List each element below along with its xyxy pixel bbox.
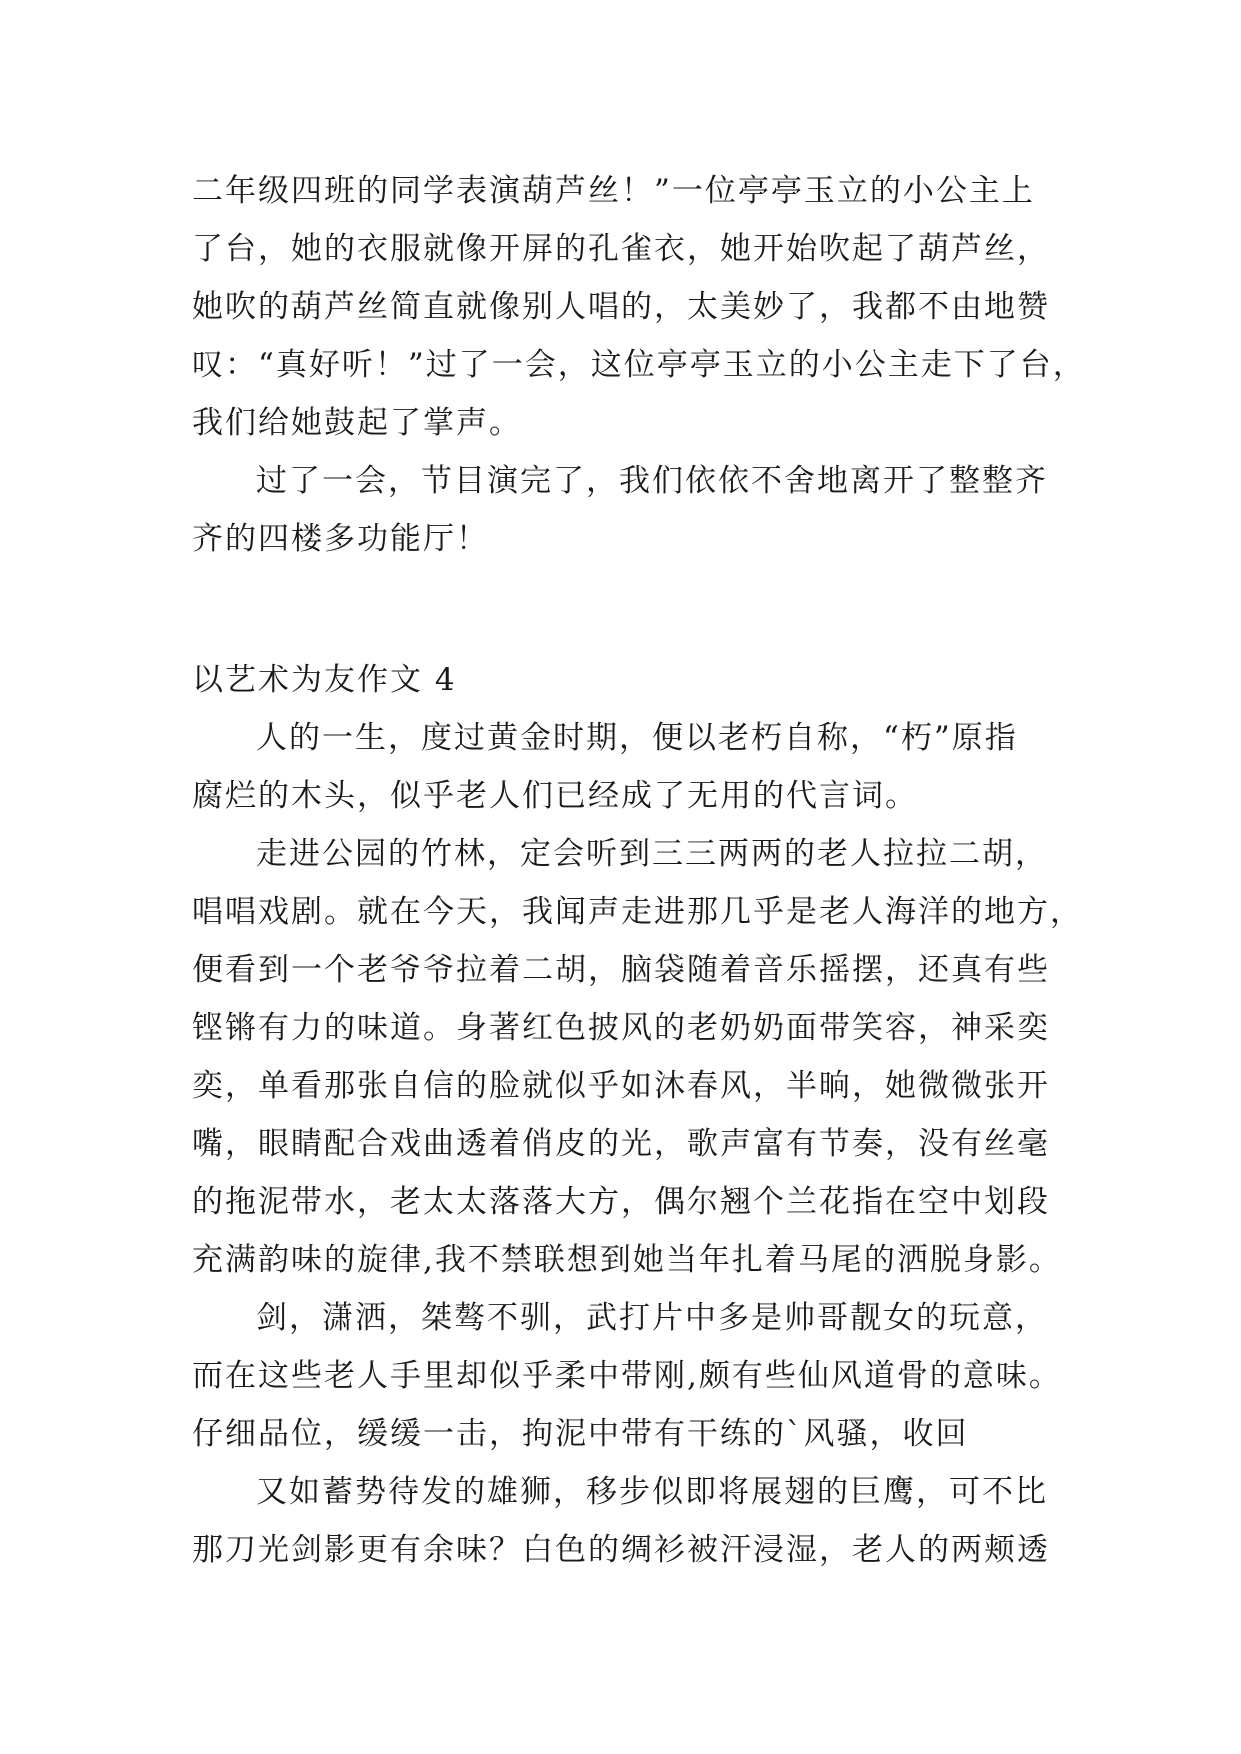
text-line: 过了一会，节目演完了，我们依依不舍地离开了整整齐 [256,463,1048,499]
text-line: 仔细品位，缓缓一击，拘泥中带有干练的`风骚，收回 [192,1416,969,1452]
text-line: 了台，她的衣服就像开屏的孔雀衣，她开始吹起了葫芦丝， [192,231,1050,267]
text-line: 走进公园的竹林，定会听到三三两两的老人拉拉二胡， [256,836,1048,872]
text-line: 她吹的葫芦丝简直就像别人唱的，太美妙了，我都不由地赞 [192,289,1050,325]
section-gap [192,568,1052,651]
text-line: 二年级四班的同学表演葫芦丝！”一位亭亭玉立的小公主上 [192,173,1035,209]
paragraph-lion [192,1463,1052,1579]
text-line: 的拖泥带水，老太太落落大方，偶尔翘个兰花指在空中划段 [192,1184,1050,1220]
text-line: 叹：“真好听！”过了一会，这位亭亭玉立的小公主走下了台， [192,347,1086,383]
paragraph-intro [192,709,1052,825]
text-line: 嘴，眼睛配合戏曲透着俏皮的光，歌声富有节奏，没有丝毫 [192,1126,1050,1162]
text-line: 腐烂的木头，似乎老人们已经成了无用的代言词。 [192,778,918,814]
text-line: 齐的四楼多功能厅！ [192,521,489,557]
document-body [192,162,1086,1579]
text-line: 充满韵味的旋律,我不禁联想到她当年扎着马尾的洒脱身影。 [192,1242,1062,1278]
paragraph-sword [192,1289,1062,1463]
paragraph-park [192,825,1083,1289]
text-line: 又如蓄势待发的雄狮，移步似即将展翅的巨鹰，可不比 [256,1474,1048,1510]
section-title: 以艺术为友作文 4 [192,662,457,698]
text-line: 铿锵有力的味道。身著红色披风的老奶奶面带笑容，神采奕 [192,1010,1050,1046]
text-line: 剑，潇洒，桀骜不驯，武打片中多是帅哥靓女的玩意， [256,1300,1048,1336]
text-line: 唱唱戏剧。就在今天，我闻声走进那几乎是老人海洋的地方， [192,894,1083,930]
text-line: 那刀光剑影更有余味？白色的绸衫被汗浸湿，老人的两颊透 [192,1532,1050,1568]
text-line: 我们给她鼓起了掌声。 [192,405,522,441]
text-line: 奕，单看那张自信的脸就似乎如沐春风，半晌，她微微张开 [192,1068,1050,1104]
text-line: 人的一生，度过黄金时期，便以老朽自称，“朽”原指 [256,720,1018,756]
text-line: 便看到一个老爷爷拉着二胡，脑袋随着音乐摇摆，还真有些 [192,952,1050,988]
paragraph-ending [192,452,1052,568]
paragraph-performance [192,162,1086,452]
text-line: 而在这些老人手里却似乎柔中带刚,颇有些仙风道骨的意味。 [192,1358,1062,1394]
